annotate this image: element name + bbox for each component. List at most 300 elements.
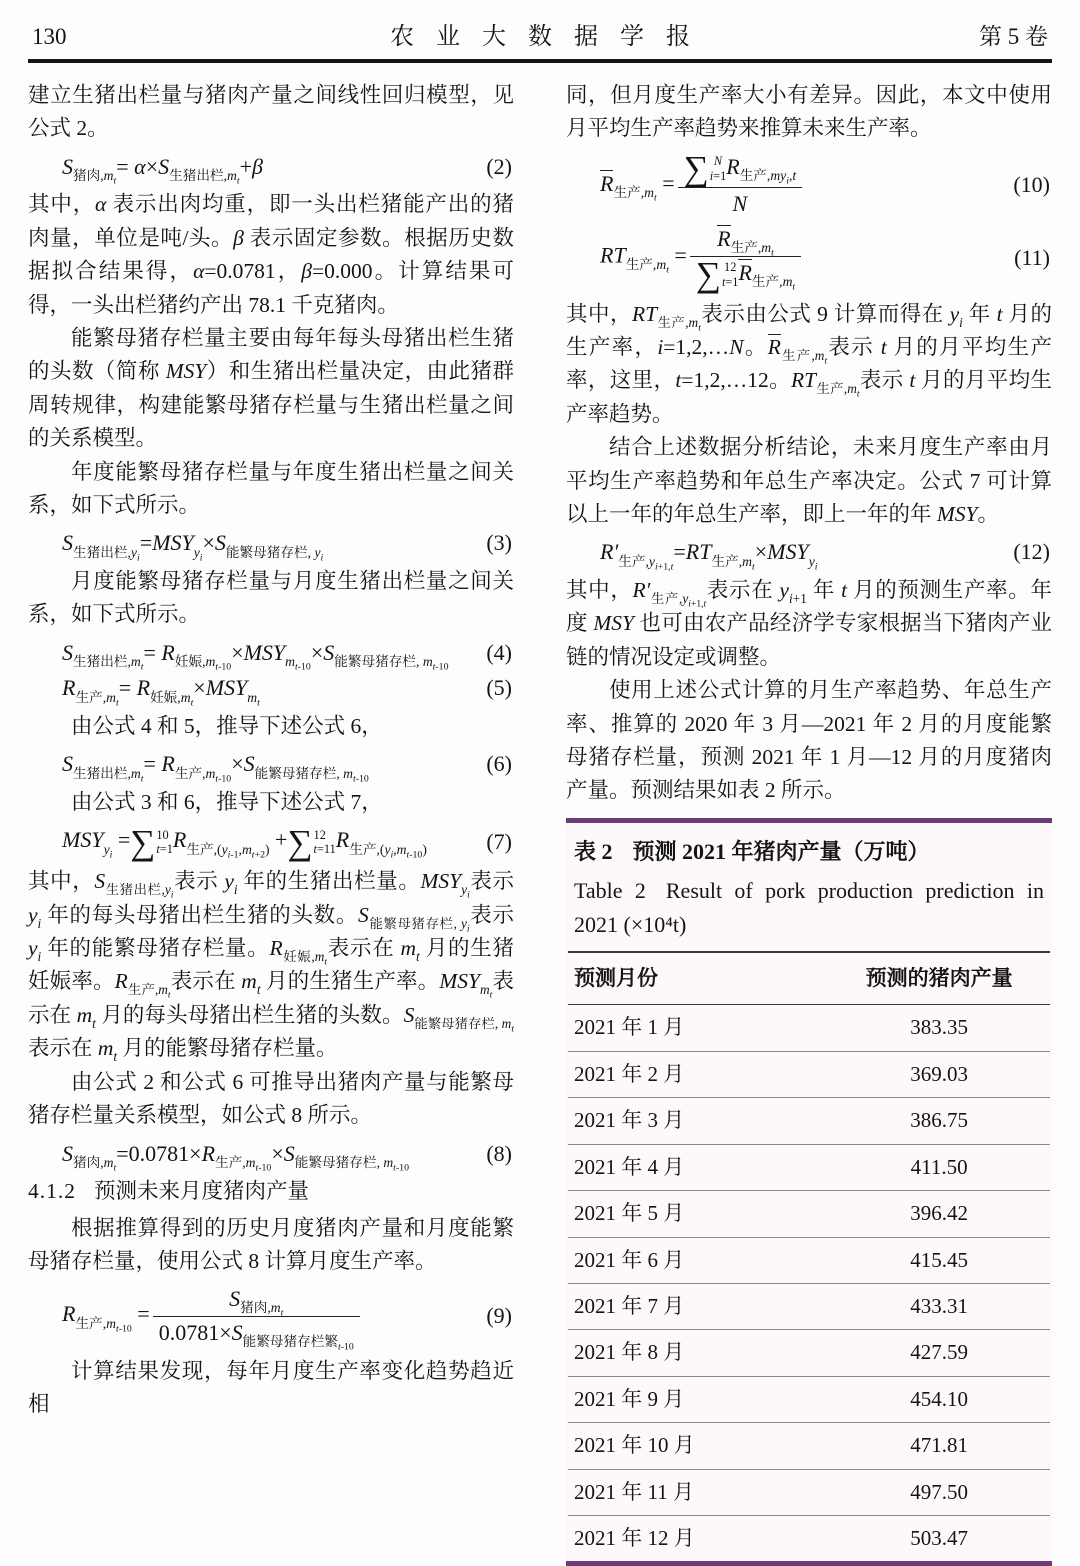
subscript	[285, 654, 311, 673]
subscript: 生产,mt-10	[174, 765, 232, 785]
math-var: t	[338, 1341, 341, 1353]
math-var: t	[489, 989, 493, 1001]
equation-number: (5)	[486, 675, 512, 701]
math-var: m	[814, 347, 825, 363]
math-var: t	[140, 773, 144, 785]
math-var: m	[97, 1036, 114, 1061]
equation	[566, 538, 1052, 572]
header-production: 预测的猪肉产量	[828, 952, 1050, 1005]
subscript	[257, 697, 260, 708]
math-var: R	[161, 751, 175, 777]
subscript: 生产,mt	[711, 553, 755, 572]
math-var: y	[460, 915, 467, 931]
math-var: t	[167, 989, 171, 1001]
math-var: R	[767, 334, 781, 359]
math-var: RT	[631, 301, 658, 326]
table-header-row	[568, 952, 1050, 1005]
subscript: 生产,mt	[816, 381, 860, 400]
math-var: t	[841, 578, 848, 602]
subscript	[141, 661, 144, 672]
subscript: 妊娠,mt	[150, 689, 194, 709]
subscript: 生产,mt	[780, 347, 828, 367]
math-var: y	[28, 902, 38, 927]
equation-body: $S_{猪肉,m_t}=0.0781\times R_{生产,m_{t-10}}\times S_{能繁母猪存栏, m_{t-10}}$	[62, 1140, 409, 1174]
subscript: 能繁母猪存栏, yi	[225, 544, 324, 564]
equation-number: (12)	[1013, 539, 1050, 565]
table-caption-en-text: Result of pork production prediction in 2021 (×10⁴t)	[574, 878, 1044, 937]
subscript: t-10	[353, 773, 369, 785]
equation-body: $MSY_{y_i}$ = ∑ 10 t=1 $R_{生产,(y_{i-1},m_{t+2})}$ + ∑ 12 t=11 $R_{生产,(y_i,m_{t-10})}$	[62, 822, 427, 862]
math-var: m	[501, 1015, 512, 1031]
math-var: R′	[632, 578, 651, 602]
math-var: t	[909, 368, 916, 393]
section-title: 预测未来月度猪肉产量	[94, 1179, 310, 1204]
subscript	[490, 990, 493, 1001]
equation	[566, 225, 1052, 294]
subscript: t-10	[295, 661, 311, 673]
overbar	[768, 334, 781, 359]
math-var: R	[201, 1140, 216, 1166]
math-var: S	[62, 153, 73, 179]
subscript	[110, 849, 113, 860]
subscript: 生产,mt-10	[215, 1154, 272, 1174]
math-var: m	[396, 841, 407, 857]
math-var: R	[726, 153, 740, 179]
paragraph: 其中，α 表示出肉均重，即一头出栏猪能产出的猪肉量，单位是吨/头。β 表示固定参数。根据历史数据拟合结果得，α=0.0781，β=0.000。计算结果可得，一头出栏猪约产出 78.1 千克猪肉。	[28, 192, 514, 317]
subscript: 生产,mt-10	[75, 1315, 132, 1334]
subscript: 能繁母猪存栏, mt-10	[254, 765, 369, 785]
fraction	[690, 225, 801, 294]
subscript: 猪肉,mt	[73, 1154, 117, 1174]
math-var: i	[37, 915, 42, 931]
subscript	[324, 956, 327, 967]
table-row	[568, 1191, 1050, 1237]
equation	[28, 529, 514, 564]
subscript	[103, 841, 113, 861]
math-var: t	[416, 949, 420, 965]
math-var: R	[600, 170, 614, 196]
cell-production: 396.42	[828, 1191, 1050, 1237]
equation	[28, 1140, 514, 1174]
math-var: m	[130, 654, 141, 669]
cell-production: 503.47	[910, 1525, 968, 1550]
math-var: y	[384, 841, 391, 857]
subscript	[467, 923, 470, 934]
math-var: y	[28, 936, 38, 961]
math-var: RT	[685, 539, 712, 565]
math-var: i	[320, 552, 324, 564]
fraction	[678, 148, 803, 218]
table-row	[568, 1237, 1050, 1283]
math-var: MSY	[205, 675, 248, 701]
math-var: β	[252, 153, 264, 179]
math-var: i	[467, 889, 470, 901]
subscript	[237, 175, 240, 186]
math-var: β	[233, 225, 244, 250]
math-var: m	[742, 553, 752, 569]
subscript	[137, 552, 140, 563]
subscript: t-10	[393, 1162, 409, 1174]
paragraph: 由公式 2 和公式 6 可推导出猪肉产量与能繁母猪存栏量关系模型，如公式 8 所示。	[28, 1069, 514, 1128]
subscript: 妊娠,mt-10	[174, 654, 232, 673]
math-var: R	[738, 259, 752, 285]
page-header	[28, 8, 1052, 59]
math-var: y	[193, 544, 200, 560]
math-var: S	[243, 751, 255, 777]
math-var: N	[713, 153, 723, 168]
math-var: t	[215, 661, 219, 673]
sigma-symbol: ∑	[683, 148, 709, 188]
fraction: $\frac{S_{猪肉,m_t}}{0.0781\times S_{能繁母猪存栏繁_{t-10}}}$	[153, 1285, 360, 1347]
equation	[28, 153, 514, 187]
math-var: t	[675, 368, 682, 393]
subscript	[92, 1016, 96, 1031]
math-var: i	[657, 334, 664, 359]
right-column-text	[566, 79, 1052, 808]
subscript	[113, 1049, 117, 1064]
cell-month: 2021 年 2 月	[568, 1051, 828, 1097]
math-var: S	[323, 639, 335, 665]
math-var: t	[236, 175, 240, 187]
subscript: 妊娠,mt	[282, 949, 328, 968]
table-head	[568, 952, 1050, 1005]
math-var: MSY	[767, 539, 809, 565]
math-var: m	[285, 654, 296, 669]
math-var: y	[103, 841, 110, 857]
subscript	[416, 949, 420, 964]
table-row	[568, 1376, 1050, 1422]
sigma-symbol: ∑	[695, 254, 721, 294]
cell-production: 433.31	[828, 1283, 1050, 1329]
table-row	[568, 1005, 1050, 1051]
math-var: R′	[600, 539, 619, 565]
math-var: t	[751, 560, 755, 572]
equation-body: $RT_{生产,m_t}$ = $R_{生产,m_t}$ ∑ 12 t=1 $R_{生产,m_t}$	[600, 225, 1014, 290]
sigma-symbol: ∑	[130, 822, 156, 862]
page-number: 130	[32, 24, 67, 49]
math-var: t	[511, 1023, 514, 1035]
paragraph: 计算结果发现，每年月度生产率变化趋势趋近相	[28, 1358, 514, 1416]
right-column	[566, 79, 1052, 1566]
math-var: R	[136, 675, 151, 701]
math-var: S	[214, 530, 226, 556]
table-row	[568, 1330, 1050, 1376]
subscript: 生产,myi,t	[739, 167, 797, 187]
math-var: y	[314, 544, 321, 560]
cell-production: 471.81	[828, 1423, 1050, 1469]
math-var: t	[255, 1162, 259, 1174]
equation-body: $S_{生猪出栏,m_t}= R_{妊娠,m_{t-10}}\times MSY_{m_{t-10}}\times S_{能繁母猪存栏, m_{t-10}}$	[62, 639, 449, 673]
math-var: t	[113, 1162, 117, 1174]
math-var: i	[654, 560, 658, 572]
cell-month: 2021 年 10 月	[568, 1423, 828, 1469]
math-var: RT	[790, 368, 817, 393]
math-var: m	[761, 240, 772, 256]
math-var: m	[245, 1154, 256, 1170]
math-var: i	[227, 849, 231, 861]
subscript: 能繁母猪存栏, yi	[368, 915, 470, 934]
math-var: i	[814, 560, 818, 572]
paragraph: 同，但月度生产率大小有差异。因此，本文中使用月平均生产率趋势来推算未来生产率。	[566, 83, 1052, 141]
left-column	[28, 79, 514, 1566]
math-var: y	[130, 544, 137, 560]
equation-number: (4)	[486, 639, 512, 665]
math-var: m	[241, 841, 252, 857]
math-var: S	[94, 869, 106, 894]
equation-number: (8)	[486, 1140, 512, 1166]
equation-body: $R_{生产,m_{t-10}}$ = $\frac{S_{猪肉,m_t}}{0.0781\times S_{能繁母猪存栏繁_{t-10}}}$	[62, 1285, 486, 1347]
overbar	[600, 170, 613, 195]
summation: ∑ N i=1	[683, 148, 727, 188]
math-var: MSY	[936, 502, 978, 526]
math-var: R	[114, 969, 128, 994]
subscript: t-10	[115, 1323, 132, 1334]
math-var: t	[406, 849, 410, 861]
math-var: m	[180, 689, 191, 705]
math-var: y	[682, 590, 689, 606]
math-var: y	[648, 553, 655, 569]
math-var: m	[76, 1002, 93, 1027]
math-var: m	[422, 654, 433, 669]
math-var: MSY	[593, 611, 634, 636]
math-var: t	[140, 661, 144, 673]
math-var: m	[400, 936, 417, 961]
subscript	[38, 949, 42, 964]
math-var: m	[106, 689, 116, 705]
table-caption-en-label: Table 2	[574, 878, 646, 904]
math-var: α	[134, 153, 146, 179]
subscript: t-10	[255, 1162, 272, 1174]
math-var: t	[432, 661, 436, 673]
math-var: m	[247, 689, 258, 705]
math-var: t	[257, 697, 260, 709]
math-var: S	[231, 1319, 243, 1345]
cell-production: 386.75	[828, 1098, 1050, 1144]
math-var: t	[280, 1307, 284, 1319]
table-caption-cn-text: 预测 2021 年猪肉产量（万吨）	[632, 838, 930, 864]
subscript: 生猪出栏,mt	[73, 765, 144, 785]
math-var: t	[698, 321, 701, 333]
header-rule	[28, 59, 1052, 63]
equation-body: $R_{生产,m_t}$ = ∑ N i=1 $R_{生产,my_i,t}$ N	[600, 153, 1013, 218]
subscript	[666, 264, 669, 275]
cell-production: 369.03	[828, 1051, 1050, 1097]
cell-production: 497.50	[828, 1469, 1050, 1515]
cell-month: 2021 年 9 月	[568, 1376, 828, 1422]
math-var: m	[205, 765, 216, 781]
cell-production: 454.10	[828, 1376, 1050, 1422]
math-var: m	[656, 257, 667, 273]
prediction-table	[568, 951, 1050, 1561]
math-var: y	[224, 869, 234, 894]
math-var: R	[172, 827, 187, 853]
subscript	[114, 1162, 117, 1173]
math-var: R	[269, 936, 283, 961]
paragraph: 由公式 3 和 6，推导下述公式 7，	[71, 790, 383, 815]
math-var: MSY	[439, 969, 480, 994]
subscript	[654, 192, 657, 203]
math-var: i	[37, 949, 42, 965]
equation	[566, 148, 1052, 218]
math-var: t	[113, 175, 117, 187]
subscript: t-10	[215, 661, 232, 673]
equation-number: (10)	[1013, 172, 1050, 198]
subscript: i+1,t	[688, 598, 707, 610]
subscript	[193, 544, 203, 564]
subscript	[141, 773, 144, 784]
equation	[28, 674, 514, 709]
subscript: i+1,t	[654, 560, 674, 572]
subscript	[792, 281, 795, 292]
subscript: 能繁母猪存栏, mt-10	[334, 654, 449, 673]
math-var: t	[792, 281, 796, 293]
cell-month: 2021 年 3 月	[568, 1098, 828, 1144]
subscript	[168, 990, 171, 1001]
math-var: MSY	[152, 530, 194, 556]
cell-production: 427.59	[828, 1330, 1050, 1376]
subscript: 生产,(yi-1,mt+2)	[186, 841, 270, 861]
math-var: y	[779, 578, 789, 602]
overbar	[717, 225, 730, 250]
math-var: S	[358, 902, 369, 927]
equation-body: $S_{生猪出栏,y_i}=MSY_{y_i}\times S_{能繁母猪存栏, y_i}$	[62, 530, 324, 564]
math-var: t	[666, 264, 669, 276]
journal-title: 农业大数据学报	[390, 24, 712, 50]
math-var: MSY	[62, 827, 104, 853]
cell-production: 411.50	[828, 1144, 1050, 1190]
subscript	[38, 916, 42, 931]
subscript	[191, 697, 194, 708]
subscript: 生产,mt	[625, 257, 669, 276]
math-var: N	[729, 334, 744, 359]
section-number: 4.1.2	[28, 1179, 76, 1204]
math-var: t	[295, 661, 298, 673]
equation-number: (9)	[486, 1303, 512, 1329]
math-var: m	[103, 1154, 114, 1170]
overbar	[738, 259, 751, 284]
equation	[28, 822, 514, 862]
equation-body: $S_{猪肉,m_t}= \alpha\times S_{生猪出栏,m_t}+\beta$	[62, 153, 264, 187]
paragraph: 其中，$S_{生猪出栏,y_i}$表示 $y_i$ 年的生猪出栏量。$MSY_{y_i}$表示 $y_i$ 年的每头母猪出栏生猪的头数。$S_{能繁母猪存栏, y_i}$表示 $y_i$ 年的能繁母猪存栏量。$R_{妊娠,m_t}$表示在 $m_t$ 月的生猪妊娠率。$R_{生产,m_t}$表示在 $m_t$ 月的生猪生产率。$MSY_{m_t}$表示在 $m_t$ 月的每头母猪出栏生猪的头数。$S_{能繁母猪存栏, m_t}$表示在 $m_t$ 月的能繁母猪存栏量。	[28, 869, 514, 1065]
math-var: t	[792, 167, 797, 183]
math-var: i	[390, 849, 394, 861]
math-var: t	[256, 982, 261, 998]
math-var: i	[233, 882, 238, 898]
math-var: i	[786, 175, 789, 187]
summation: ∑ 10 t=1	[130, 822, 173, 862]
subscript	[391, 849, 394, 860]
subscript	[824, 355, 827, 366]
math-var: t	[856, 388, 860, 400]
math-var: i	[136, 552, 140, 564]
cell-month: 2021 年 7 月	[568, 1283, 828, 1329]
equation-number: (7)	[486, 829, 512, 855]
table-row	[568, 1283, 1050, 1329]
summation: ∑ 12 t=1	[695, 254, 739, 294]
math-var: m	[314, 949, 325, 965]
subscript: 能繁母猪存栏, mt	[414, 1015, 514, 1035]
paragraph: 根据推算得到的历史月度猪肉产量和月度能繁母猪存栏量，使用公式 8 计算月度生产率。	[28, 1215, 514, 1273]
math-var: i	[959, 314, 963, 330]
subscript: 生产,yi+1,t	[618, 553, 674, 572]
subscript: i-1	[227, 849, 239, 861]
math-var: S	[62, 639, 73, 665]
math-var: my	[770, 167, 787, 183]
math-var: t	[156, 842, 160, 857]
math-var: m	[782, 273, 793, 289]
math-var: m	[479, 982, 490, 998]
table-row	[568, 1469, 1050, 1515]
math-var: i	[170, 889, 174, 901]
subscript	[752, 561, 755, 572]
subscript: 生产,mt	[613, 184, 657, 204]
subscript	[959, 315, 963, 330]
equation	[28, 750, 514, 785]
subscript	[200, 552, 203, 563]
paragraph: 使用上述公式计算的月生产率趋势、年总生产率、推算的 2020 年 3 月—2021 年 2 月的月度能繁母猪存栏量，预测 2021 年 1 月—12 月的月度猪肉产量。预测结果如表 2 所示。	[566, 678, 1052, 803]
paragraph: 能繁母猪存栏量主要由每年每头母猪出栏生猪的头数（简称 MSY）和生猪出栏量决定，由此猪群周转规律，构建能繁母猪存栏量与生猪出栏量之间的关系模型。	[28, 326, 514, 451]
math-var: t	[353, 773, 356, 785]
math-var: S	[62, 530, 73, 556]
math-var: m	[106, 1315, 116, 1331]
equation-number: (3)	[486, 530, 512, 556]
paragraph: 其中，$R'_{生产,y_{i+1,t}}$表示在 $y_{i+1}$ 年 t 月的预测生产率。年度 MSY 也可由农产品经济学专家根据当下猪肉产业链的情况设定或调整。	[566, 578, 1052, 669]
paragraph: 建立生猪出栏量与猪肉产量之间线性回归模型，见公式 2。	[28, 83, 514, 141]
subscript	[234, 882, 238, 897]
equation-body: $S_{生猪出栏,m_t}= R_{生产,m_{t-10}}\times S_{能繁母猪存栏, m_{t-10}}$	[62, 751, 369, 785]
subscript: 猪肉,mt	[73, 167, 117, 187]
math-var: t	[115, 697, 119, 709]
math-var: t	[251, 849, 255, 861]
subscript	[698, 322, 701, 333]
math-var: t	[115, 1323, 119, 1334]
math-var: t	[703, 598, 707, 610]
subscript	[247, 689, 260, 709]
subscript: 生猪出栏,yi	[105, 882, 174, 901]
table-row	[568, 1051, 1050, 1097]
math-var: MSY	[420, 869, 462, 894]
math-var: y	[164, 882, 171, 898]
math-var: α	[95, 192, 107, 217]
equation-number: (6)	[486, 751, 512, 777]
math-var: α	[193, 259, 205, 284]
equation-number: (2)	[486, 153, 512, 179]
table-2	[566, 818, 1052, 1566]
subscript: 生猪出栏,mt	[169, 167, 240, 187]
math-var: t	[670, 560, 674, 572]
math-var: t	[215, 773, 219, 785]
subscript	[257, 982, 261, 997]
math-var: R	[161, 639, 175, 665]
paragraph: 月度能繁母猪存栏量与月度生猪出栏量之间关系，如下式所示。	[28, 569, 514, 627]
subscript: t-10	[432, 661, 449, 673]
subscript: t-10	[338, 1341, 354, 1353]
math-var: S	[283, 1140, 295, 1166]
subscript	[461, 882, 470, 901]
subscript: 生产,yi+1,t	[650, 590, 707, 610]
math-var: t	[190, 697, 194, 709]
paragraph: 由公式 4 和 5，推导下述公式 6，	[71, 714, 383, 739]
summation: ∑ 12 t=11	[287, 822, 336, 862]
table-caption-cn-label: 表 2	[574, 838, 613, 864]
cell-production: 415.45	[828, 1237, 1050, 1283]
header-month: 预测月份	[568, 952, 828, 1005]
subscript: t-10	[215, 773, 232, 785]
subscript	[467, 890, 470, 901]
paragraph: 结合上述数据分析结论，未来月度生产率由月平均生产率趋势和年总生产率决定。公式 7 可计算以上一年的年总生产率，即上一年的年 MSY。	[566, 435, 1052, 526]
equation-number: (11)	[1014, 244, 1050, 270]
math-var: m	[270, 1300, 281, 1316]
